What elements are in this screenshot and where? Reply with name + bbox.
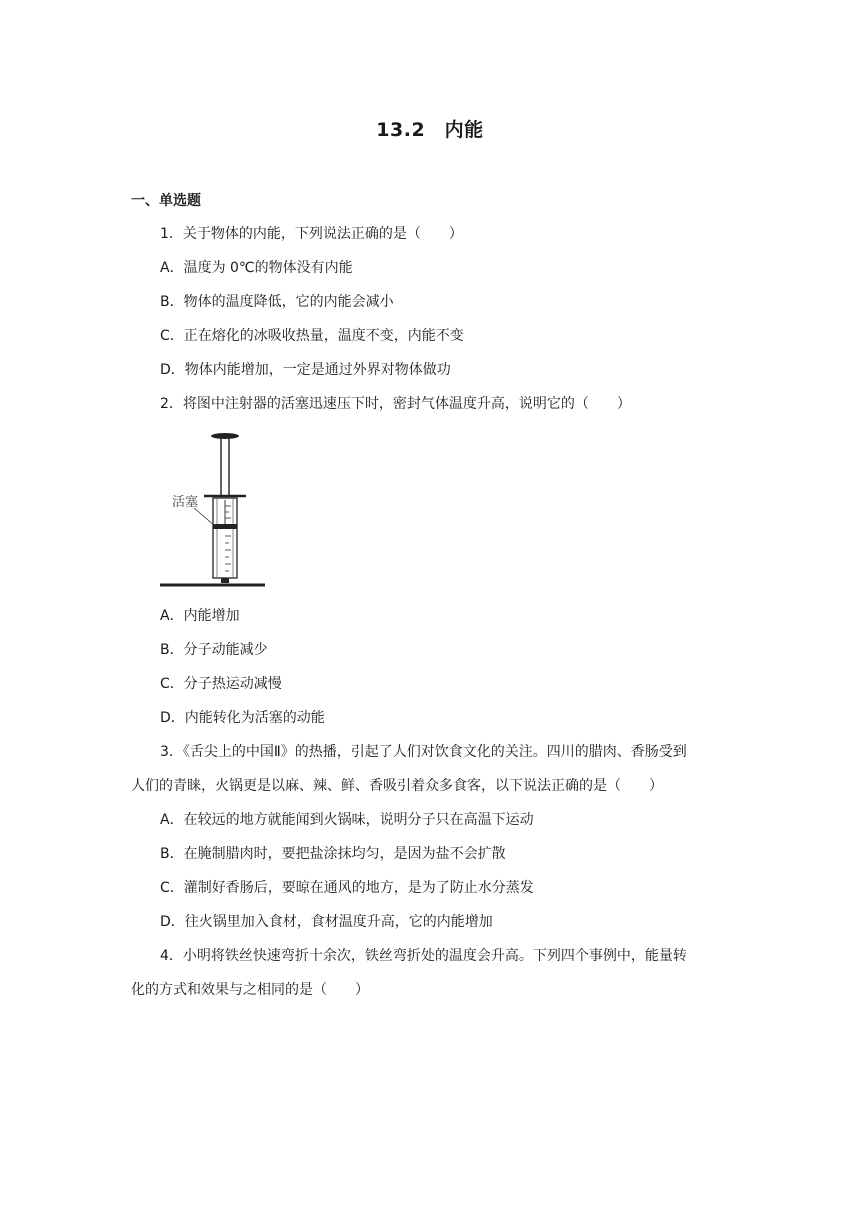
question-1-option-b: B．物体的温度降低，它的内能会减小 (160, 294, 394, 310)
question-3-stem-line-1: 3．《舌尖上的中国Ⅱ》的热播，引起了人们对饮食文化的关注。四川的腊肉、香肠受到 (160, 744, 687, 760)
scale-marks (225, 506, 231, 571)
question-3-option-b: B．在腌制腊肉时，要把盐涂抹均匀，是因为盐不会扩散 (160, 846, 506, 862)
syringe-nozzle (221, 578, 229, 583)
question-1-stem: 1．关于物体的内能，下列说法正确的是（ ） (160, 226, 463, 242)
question-1-option-c: C．正在熔化的冰吸收热量，温度不变，内能不变 (160, 328, 464, 344)
question-3-option-c: C．灌制好香肠后，要晾在通风的地方，是为了防止水分蒸发 (160, 880, 534, 896)
question-2-option-d: D．内能转化为活塞的动能 (160, 710, 325, 726)
question-2-option-c: C．分子热运动减慢 (160, 676, 282, 692)
question-4-stem-line-1: 4．小明将铁丝快速弯折十余次，铁丝弯折处的温度会升高。下列四个事例中，能量转 (160, 948, 687, 964)
question-3-stem-line-2: 人们的青睐，火锅更是以麻、辣、鲜、香吸引着众多食客，以下说法正确的是（ ） (131, 778, 663, 794)
plunger-cap (211, 433, 239, 439)
question-3-option-a: A．在较远的地方就能闻到火锅味，说明分子只在高温下运动 (160, 812, 534, 828)
question-1-option-a: A．温度为 0℃的物体没有内能 (160, 260, 353, 276)
question-2-option-a: A．内能增加 (160, 608, 240, 624)
question-2-option-b: B．分子动能减少 (160, 642, 268, 658)
label-pointer (194, 508, 215, 526)
question-1-option-d: D．物体内能增加，一定是通过外界对物体做功 (160, 362, 451, 378)
page-title: 13.2 内能 (376, 119, 484, 141)
syringe-figure (160, 430, 270, 590)
piston (213, 524, 237, 529)
piston-label: 活塞 (172, 495, 199, 510)
question-4-stem-line-2: 化的方式和效果与之相同的是（ ） (131, 982, 369, 998)
question-3-option-d: D．往火锅里加入食材，食材温度升高，它的内能增加 (160, 914, 493, 930)
section-heading: 一、单选题 (131, 193, 201, 209)
question-2-stem: 2．将图中注射器的活塞迅速压下时，密封气体温度升高，说明它的（ ） (160, 396, 631, 412)
